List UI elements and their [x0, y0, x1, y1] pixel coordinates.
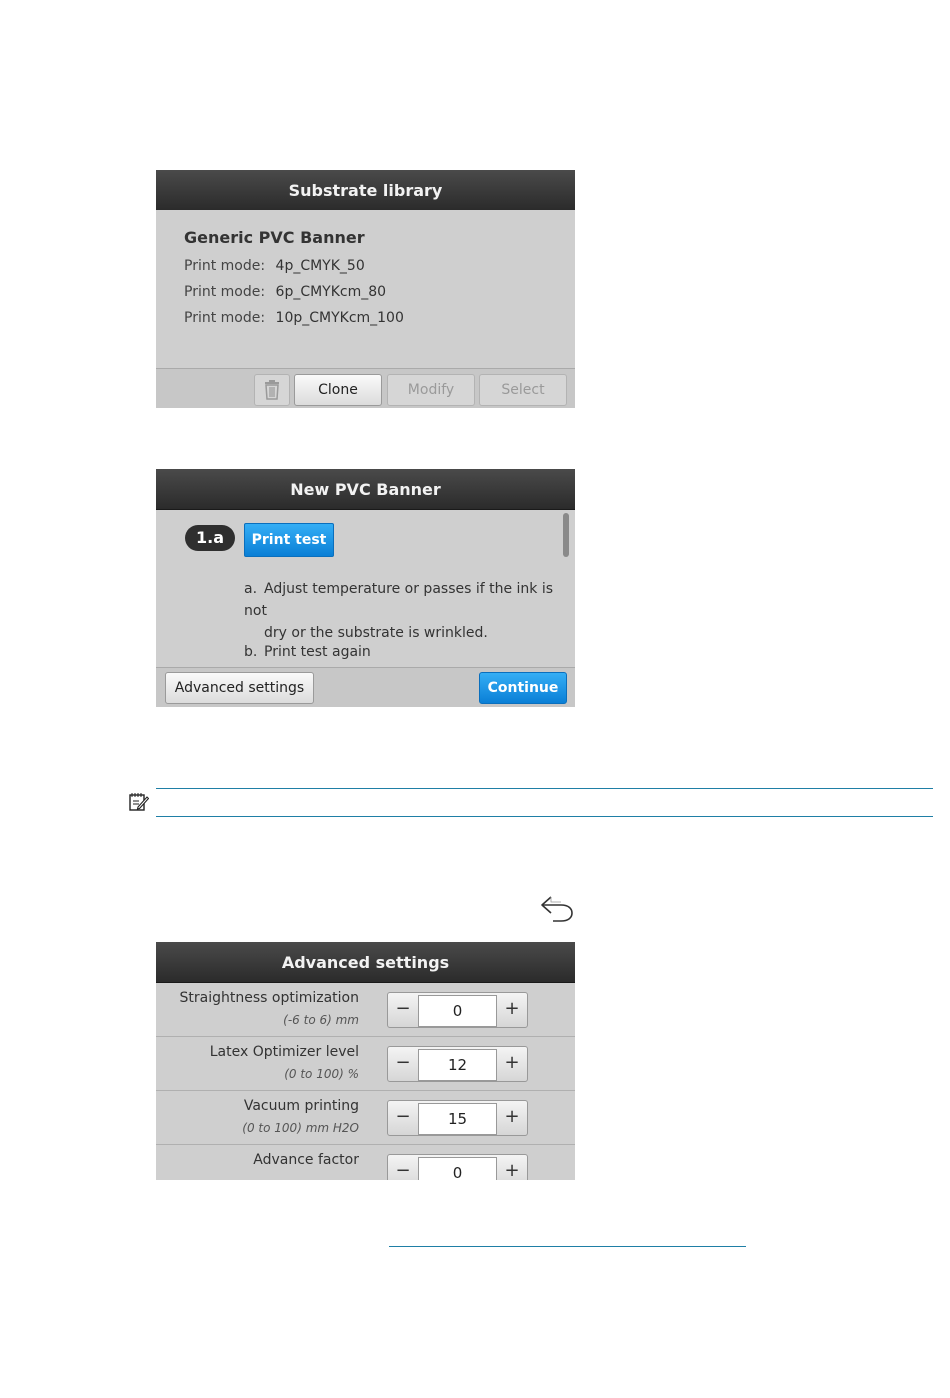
note-rule-top [156, 788, 933, 789]
setting-label: Advance factor [253, 1152, 359, 1168]
note-rule-bottom [156, 816, 933, 817]
increment-button[interactable]: + [504, 1052, 520, 1073]
note-icon [129, 792, 149, 812]
print-mode-value: 10p_CMYKcm_100 [275, 310, 404, 326]
clone-button[interactable]: Clone [294, 374, 382, 406]
panel-title: Advanced settings [156, 942, 575, 983]
instruction-letter: b. [244, 644, 258, 660]
print-mode-row [184, 258, 365, 274]
substrate-name: Generic PVC Banner [184, 228, 365, 247]
action-bar [156, 667, 575, 707]
setting-range: (0 to 100) % [284, 1067, 359, 1081]
new-pvc-banner-panel [156, 469, 575, 707]
setting-range: (-6 to 6) mm [283, 1013, 359, 1027]
print-mode-row [184, 284, 386, 300]
instruction-letter: a. [244, 581, 258, 597]
instruction-text: Print test again [264, 644, 371, 660]
modify-button[interactable]: Modify [387, 374, 475, 406]
increment-button[interactable]: + [504, 998, 520, 1019]
instruction-text: Adjust temperature or passes if the ink is not [244, 581, 554, 619]
setting-row [156, 1036, 575, 1091]
substrate-library-panel [156, 170, 575, 408]
value-stepper [387, 992, 528, 1028]
setting-row [156, 1144, 575, 1180]
setting-row [156, 1090, 575, 1145]
action-bar [156, 368, 575, 408]
value-stepper [387, 1154, 528, 1180]
panel-title: New PVC Banner [156, 469, 575, 510]
scrollbar[interactable] [563, 513, 569, 557]
panel-title: Substrate library [156, 170, 575, 211]
value-stepper [387, 1046, 528, 1082]
increment-button[interactable]: + [504, 1160, 520, 1180]
decrement-button[interactable]: − [395, 1052, 411, 1073]
setting-label: Straightness optimization [179, 990, 359, 1006]
delete-button[interactable] [254, 374, 290, 406]
value-stepper [387, 1100, 528, 1136]
setting-label: Vacuum printing [243, 1098, 359, 1114]
back-arrow-icon[interactable] [539, 894, 575, 924]
decrement-button[interactable]: − [395, 1160, 411, 1180]
advanced-settings-panel [156, 942, 575, 1180]
print-mode-row [184, 310, 404, 326]
print-mode-value: 4p_CMYK_50 [275, 258, 365, 274]
print-test-button[interactable]: Print test [244, 523, 334, 557]
select-button[interactable]: Select [479, 374, 567, 406]
decrement-button[interactable]: − [395, 998, 411, 1019]
instruction-text: dry or the substrate is wrinkled. [264, 625, 488, 641]
instruction-item [244, 578, 575, 644]
value-field[interactable]: 15 [418, 1103, 497, 1135]
value-field[interactable]: 0 [418, 995, 497, 1027]
print-mode-label: Print mode: [184, 284, 266, 300]
value-field[interactable]: 0 [418, 1157, 497, 1180]
print-mode-label: Print mode: [184, 258, 266, 274]
trash-icon [263, 380, 281, 400]
link-underline[interactable] [389, 1246, 746, 1247]
decrement-button[interactable]: − [395, 1106, 411, 1127]
setting-range: (0 to 100) mm H2O [242, 1121, 359, 1135]
print-mode-label: Print mode: [184, 310, 266, 326]
substrate-details [156, 210, 575, 368]
instruction-item [244, 641, 371, 663]
value-field[interactable]: 12 [418, 1049, 497, 1081]
print-mode-value: 6p_CMYKcm_80 [275, 284, 387, 300]
step-badge: 1.a [185, 525, 235, 551]
increment-button[interactable]: + [504, 1106, 520, 1127]
advanced-settings-button[interactable]: Advanced settings [165, 672, 314, 704]
continue-button[interactable]: Continue [479, 672, 567, 704]
wizard-body [156, 509, 575, 667]
setting-row [156, 982, 575, 1037]
setting-label: Latex Optimizer level [209, 1044, 359, 1060]
